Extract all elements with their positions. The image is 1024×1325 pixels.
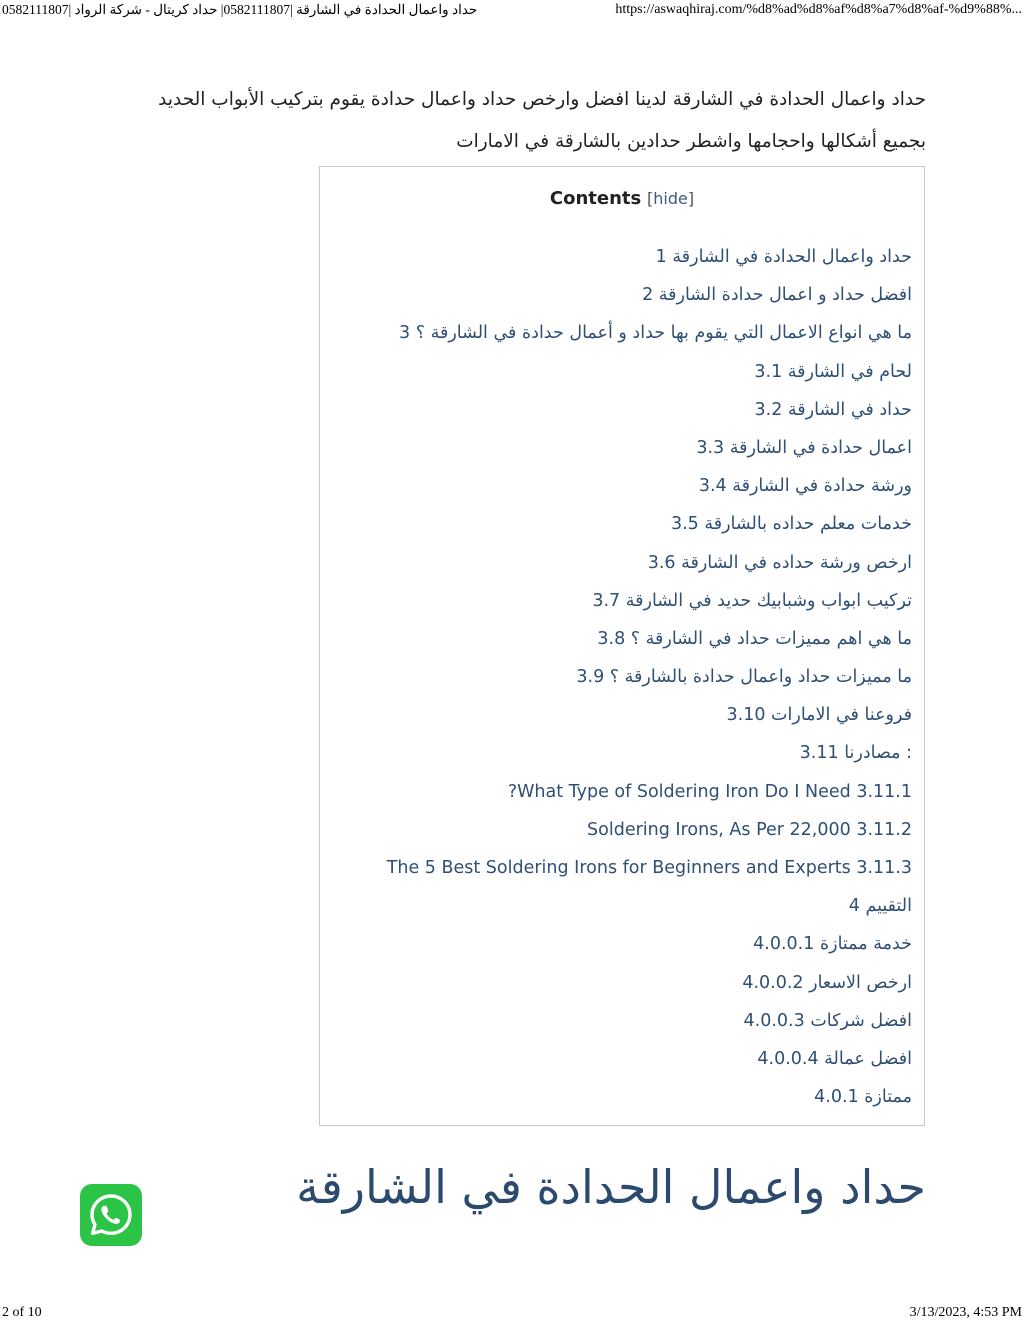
toc-link[interactable]: 3.1 لحام في الشارقة [754, 361, 912, 382]
toc-link[interactable]: 3.7 تركيب ابواب وشبابيك حديد في الشارقة [592, 590, 912, 611]
toc-hide-link[interactable]: hide [653, 189, 688, 208]
toc-item [332, 812, 912, 850]
intro-paragraph: حداد واعمال الحدادة في الشارقة لدينا افضل وارخص حداد واعمال حدادة يقوم بتركيب الأبواب الحديد بجميع أشكالها واحجامها واشطر حدادين بالشارقة في الامارات [158, 88, 926, 152]
toc-item [332, 1003, 912, 1041]
toc-link[interactable]: 3.6 ارخص ورشة حداده في الشارقة [647, 552, 912, 573]
toc-item [332, 239, 912, 277]
print-footer [0, 1303, 1024, 1325]
print-document-url: https://aswaqhiraj.com/%d8%ad%d8%af%d8%a7%d8%af-%d9%88%... [615, 2, 1022, 17]
toc-item [332, 926, 912, 964]
toc-item [332, 430, 912, 468]
toc-link[interactable]: 3.11 مصادرنا : [799, 743, 912, 764]
whatsapp-button[interactable] [80, 1184, 142, 1246]
toc-item [332, 1041, 912, 1079]
page-heading: حداد واعمال الحدادة في الشارقة [296, 1160, 926, 1214]
toc-bracket-close: ] [687, 189, 695, 208]
toc-item [332, 468, 912, 506]
toc-link[interactable]: 3.5 خدمات معلم حداده بالشارقة [670, 514, 912, 535]
toc-link[interactable]: 1 حداد واعمال الحدادة في الشارقة [655, 247, 912, 267]
toc-title: Contents [549, 188, 642, 209]
toc-link[interactable]: 4.0.0.2 ارخص الاسعار [742, 972, 912, 993]
toc-item [332, 774, 912, 812]
toc-item [332, 850, 912, 888]
toc-item [332, 545, 912, 583]
table-of-contents [319, 166, 925, 1126]
toc-link[interactable]: 3.3 اعمال حدادة في الشارقة [696, 437, 912, 458]
toc-link[interactable]: 3 ما هي انواع الاعمال التي يقوم بها حداد و أعمال حدادة في الشارقة ؟ [399, 323, 912, 344]
toc-item [332, 965, 912, 1003]
toc-link[interactable]: The 5 Best Soldering Irons for Beginners and Experts 3.11.3 [386, 858, 912, 878]
toc-item [332, 277, 912, 315]
toc-item [332, 506, 912, 544]
print-timestamp: 3/13/2023, 4:53 PM [909, 1305, 1022, 1320]
page-count: 2 of 10 [2, 1305, 42, 1320]
toc-item [332, 583, 912, 621]
print-header [0, 0, 1024, 22]
toc-item [332, 659, 912, 697]
toc-item [332, 315, 912, 353]
toc-item [332, 621, 912, 659]
toc-link[interactable]: 4 التقييم [848, 896, 912, 917]
toc-link[interactable]: ?What Type of Soldering Iron Do I Need 3.11.1 [507, 781, 912, 802]
toc-link[interactable]: Soldering Irons, As Per 22,000 3.11.2 [587, 819, 912, 840]
toc-link[interactable]: 4.0.0.1 خدمة ممتازة [753, 934, 912, 955]
print-document-title: حداد واعمال الحدادة في الشارقة |0582111807| حداد كريتال - شركة الرواد |0582111807 [2, 2, 478, 17]
toc-header [320, 187, 924, 211]
toc-list [332, 239, 912, 1117]
toc-item [332, 888, 912, 926]
toc-link[interactable]: 3.9 ما مميزات حداد واعمال حدادة بالشارقة ؟ [576, 667, 912, 688]
toc-item [332, 354, 912, 392]
toc-link[interactable]: 4.0.0.4 افضل عمالة [757, 1048, 912, 1069]
toc-link[interactable]: 2 افضل حداد و اعمال حدادة الشارقة [642, 285, 912, 306]
toc-item [332, 735, 912, 773]
toc-bracket-open: [ [646, 189, 654, 208]
toc-item [332, 697, 912, 735]
toc-link[interactable]: 3.4 ورشة حدادة في الشارقة [698, 476, 912, 497]
whatsapp-icon [80, 1184, 142, 1246]
toc-link[interactable]: 3.8 ما هي اهم مميزات حداد في الشارقة ؟ [597, 628, 912, 649]
toc-item [332, 392, 912, 430]
toc-link[interactable]: 4.0.0.3 افضل شركات [743, 1010, 912, 1031]
toc-item [332, 1079, 912, 1117]
toc-link[interactable]: 3.10 فروعنا في الامارات [726, 705, 912, 726]
toc-link[interactable]: 4.0.1 ممتازة [814, 1087, 912, 1108]
toc-link[interactable]: 3.2 حداد في الشارقة [754, 399, 912, 420]
